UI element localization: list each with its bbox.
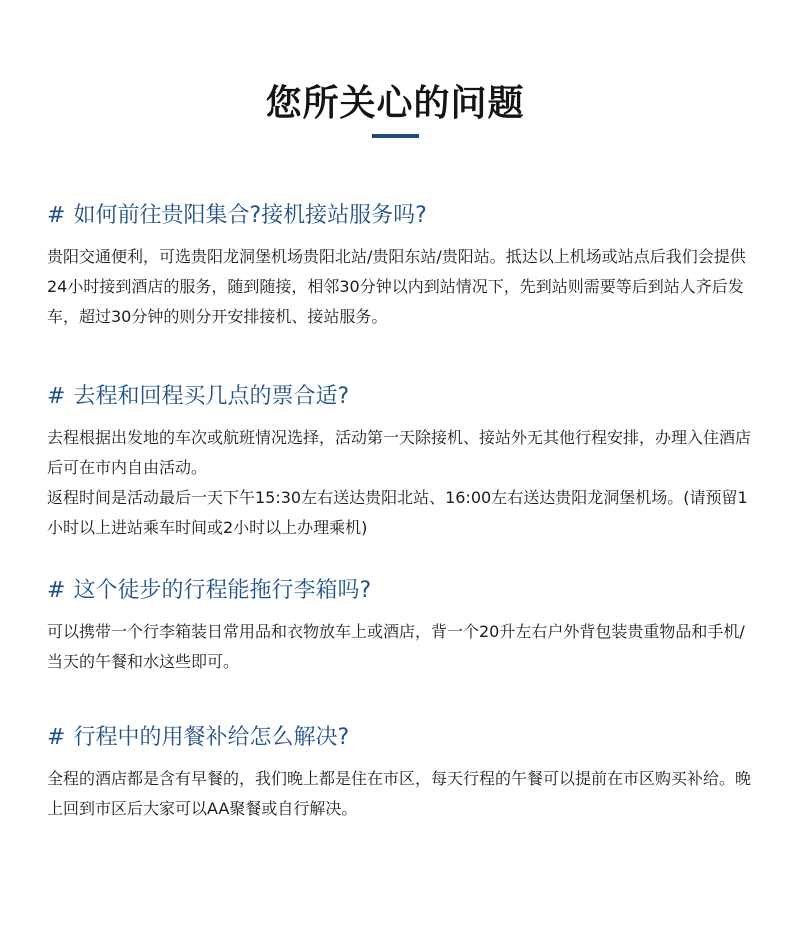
faq-answer [47,617,757,677]
faq-section [47,200,757,332]
faq-answer-paragraph: 贵阳交通便利，可选贵阳龙洞堡机场贵阳北站/贵阳东站/贵阳站。抵达以上机场或站点后我们会提供24小时接到酒店的服务，随到随接，相邻30分钟以内到站情况下，先到站则需要等后到站人齐后发车，超过30分钟的则分开安排接机、接站服务。 [47,247,746,326]
faq-question [47,381,757,413]
faq-answer-paragraph: 可以携带一个行李箱装日常用品和衣物放车上或酒店，背一个20升左右户外背包装贵重物品和手机/当天的午餐和水这些即可。 [47,622,745,671]
faq-answer [47,764,757,824]
hash-icon: # [47,725,66,750]
faq-question-text: 行程中的用餐补给怎么解决? [73,725,350,750]
faq-question [47,575,757,607]
faq-question-text: 如何前往贵阳集合?接机接站服务吗? [73,203,427,228]
faq-section [47,381,757,543]
faq-answer [47,242,757,332]
page-title: 您所关心的问题 [265,83,525,124]
faq-question-text: 去程和回程买几点的票合适? [73,384,350,409]
faq-section [47,722,757,824]
faq-answer-paragraph: 去程根据出发地的车次或航班情况选择，活动第一天除接机、接站外无其他行程安排，办理入住酒店后可在市内自由活动。 [47,428,752,477]
faq-question [47,200,757,232]
faq-question-text: 这个徒步的行程能拖行李箱吗? [73,578,372,603]
faq-section [47,575,757,677]
faq-answer [47,423,757,543]
title-underline [372,134,419,138]
hash-icon: # [47,384,66,409]
faq-answer-paragraph: 返程时间是活动最后一天下午15:30左右送达贵阳北站、16:00左右送达贵阳龙洞堡机场。(请预留1小时以上进站乘车时间或2小时以上办理乘机) [47,488,748,537]
faq-answer-paragraph: 全程的酒店都是含有早餐的，我们晚上都是住在市区，每天行程的午餐可以提前在市区购买补给。晚上回到市区后大家可以AA聚餐或自行解决。 [47,769,752,818]
faq-question [47,722,757,754]
hash-icon: # [47,203,66,228]
hash-icon: # [47,578,66,603]
